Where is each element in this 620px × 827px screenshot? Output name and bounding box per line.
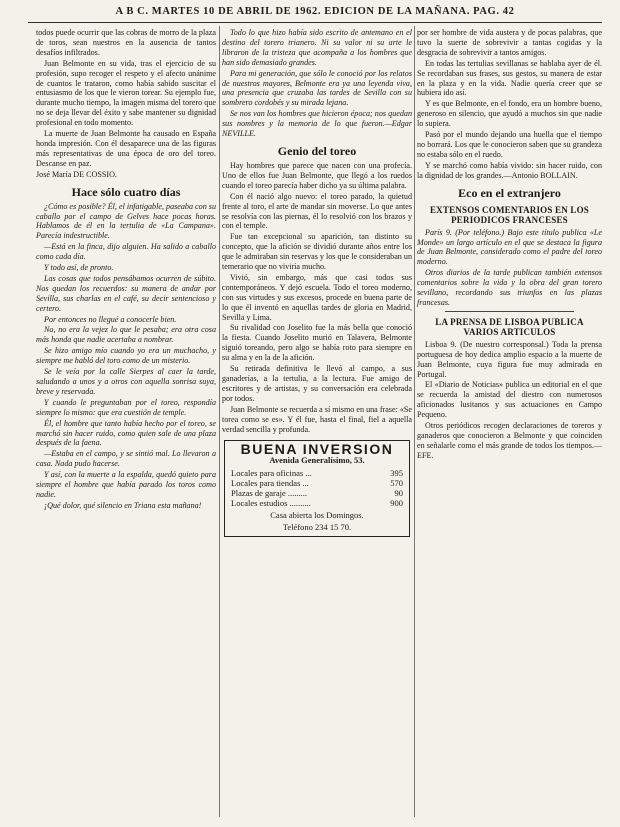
column-1 — [36, 28, 216, 819]
section-heading: Genio del toreo — [277, 143, 357, 158]
column-divider — [414, 26, 415, 817]
ad-phone: Teléfono 234 15 70. — [282, 522, 352, 533]
article-text: Y todo así, de pronto. — [44, 263, 114, 273]
article-text: ¿Cómo es posible? Él, el infatigable, paseaba con su caballo por el campo de Gelves hace pocas horas. Hablamos de él en la tertulia de «La Campana». Parecía indestructible. — [36, 201, 216, 241]
classified-ad — [224, 440, 410, 537]
article-text: ¡Qué dolor, qué silencio en Triana esta mañana! — [44, 500, 202, 510]
ad-row — [231, 468, 403, 478]
ad-title: BUENA INVERSION — [240, 441, 394, 458]
article-text: —Está en la finca, dijo alguien. Ha salido a caballo como cada día. — [36, 242, 216, 262]
article-text: Otros diarios de la tarde publican también extensos comentarios sobre la vida y la obra del gran torero sevillano, recordando sus triunfos en las plazas francesas. — [417, 268, 602, 307]
article-text: El «Diario de Noticias» publica un editorial en el que se recuerda la amistad del diestro con numerosos aficionados lusitanos y sus actuaciones en Campo Pequeno. — [417, 380, 602, 420]
ad-row-value: 90 — [394, 488, 403, 499]
column-2 — [222, 28, 412, 819]
article-text: Se hizo amigo mío cuando yo era un muchacho, y siempre me habló del toro como de un misterio. — [36, 346, 216, 366]
article-text: Su rivalidad con Joselito fue la más bella que conoció la fiesta. Cuando Joselito murió en Talavera, Belmonte siguió toreando, pero algo se había roto para siempre en su alma y en la de la afición. — [222, 323, 412, 363]
article-text: Él, el hombre que tanto había hecho por el toreo, se marchó sin hacer ruido, como quien sale de una plaza después de la faena. — [36, 418, 216, 448]
article-text: todos puede ocurrir que las cobras de morro de la plaza de toros, sean nuestros en la ausencia de tantos desafíos infiltrados. — [36, 28, 216, 57]
article-text: Se nos van los hombres que hicieron época; nos quedan sus nombres y la memoria de lo que fueron.—Edgar NEVILLE. — [222, 109, 412, 139]
article-text: Hay hombres que parece que nacen con una profecía. Uno de ellos fue Juan Belmonte, que llegó a los ruedos cuando el toreo parecía haber dicho ya su última palabra. — [222, 160, 412, 190]
running-header: A B C. MARTES 10 DE ABRIL DE 1962. EDICION DE LA MAÑANA. PAG. 42 — [115, 6, 515, 17]
ad-row-label: Plazas de garaje ......... — [231, 488, 307, 499]
article-text: Las cosas que todos pensábamos ocurren de súbito. Nos quedan los recuerdos: su manera de andar por Sevilla, sus charlas en el café, su decir sentencioso y certero. — [36, 273, 216, 313]
ad-address: Avenida Generalísimo, 53. — [269, 455, 365, 466]
ad-row-value: 570 — [390, 478, 403, 489]
article-text: Se le veía por la calle Sierpes al caer la tarde, saludando a unos y a otros con aquella sonrisa suya, breve y reservada. — [36, 367, 216, 396]
subheading: EXTENSOS COMENTARIOS EN LOS PERIODICOS FRANCESES — [429, 204, 590, 226]
ad-footer: Casa abierta los Domingos. — [270, 510, 364, 521]
article-text: Su retirada definitiva le llevó al campo, a sus ganaderías, a la tertulia, a la lectura. Fue amigo de escritores y de artistas, y su conversación era celebrada por todos. — [222, 364, 412, 403]
article-text: Con él nació algo nuevo: el toreo parado, la quietud frente al toro, el arte de mandar sin moverse. Lo que antes se resolvía con las piernas, él lo resolvió con los brazos y con el temple. — [222, 191, 412, 231]
article-text: Y así, con la muerte a la espalda, quedó quieto para siempre el hombre que había parado los toros como nadie. — [36, 470, 216, 499]
article-text: La muerte de Juan Belmonte ha causado en España honda impresión. Con él desaparece una de las figuras más representativas de una época de oro del toreo. Descanse en paz. — [36, 129, 216, 168]
article-text: Y se marchó como había vivido: sin hacer ruido, con la dignidad de los grandes.—Antonio BOLLAIN. — [417, 160, 602, 180]
ad-row-value: 395 — [390, 468, 403, 479]
article-text: Y es que Belmonte, en el fondo, era un hombre bueno, generoso en silencio, que ayudó a muchos sin que nadie lo supiera. — [417, 99, 602, 129]
author-signature: José María DE COSSIO. — [36, 169, 117, 179]
ad-row — [231, 488, 403, 498]
article-text: Y cuando le preguntaban por el toreo, respondía siempre lo mismo: que era cuestión de temple. — [36, 397, 216, 417]
article-text: Otros periódicos recogen declaraciones de toreros y ganaderos que conocieron a Belmonte y que coinciden en señalarle como el más grande de todos los tiempos.—EFE. — [417, 421, 602, 460]
header-rule — [28, 22, 602, 23]
article-text: Pasó por el mundo dejando una huella que el tiempo no borrará. Los que le conocieron saben que su grandeza no estaba sólo en el ruedo. — [417, 130, 602, 159]
article-text: Lisboa 9. (De nuestro corresponsal.) Toda la prensa portuguesa de hoy dedica amplio espacio a la muerte de Juan Belmonte, cuya figura fue muy admirada en Portugal. — [417, 339, 602, 379]
article-text: En todas las tertulias sevillanas se hablaba ayer de él. Se recordaban sus frases, sus gestos, su manera de estar en la plaza y en la vida. Nadie quería creer que se hubiera ido así. — [417, 58, 602, 98]
article-text: París 9. (Por teléfono.) Bajo este título publica «Le Monde» un largo artículo en el que se destaca la figura de Juan Belmonte, considerado como el padre del toreo moderno. — [417, 227, 602, 267]
article-text: por ser hombre de vida austera y de pocas palabras, que tuvo la suerte de sobrevivir a tantas cogidas y la desgracia de sobrevivir a tantos amigos. — [417, 28, 602, 57]
section-heading: Eco en el extranjero — [458, 185, 561, 200]
ad-row — [231, 478, 403, 488]
article-text: Juan Belmonte en su vida, tras el ejercicio de su profesión, supo recoger el respeto y el afecto unánime de cuantos le trataron, como había sabido suscitar el entusiasmo de los que le vieron torear. Su ejemplo fue, durante mucho tiempo, la imagen misma del torero que no se deja llevar del éxito y sabe mantener su dignidad profesional en todo momento. — [36, 58, 216, 128]
column-divider — [219, 26, 220, 817]
article-text: Fue tan excepcional su aparición, tan distinto su concepto, que la afición se dividió durante años entre los que le admiraban sin reservas y los que le consideraban un temerario que no viviría mucho. — [222, 232, 412, 272]
article-text: Por entonces no llegué a conocerle bien. — [44, 314, 177, 324]
article-text: Juan Belmonte se recuerda a sí mismo en una frase: «Se torea como se es». Y él fue, hasta el final, fiel a aquella verdad sencilla y profunda. — [222, 404, 412, 434]
section-heading: Hace sólo cuatro días — [71, 184, 181, 199]
article-text: Vivió, sin embargo, más que casi todos sus contemporáneos. Y dejó escuela. Todo el toreo moderno, con sus virtudes y sus excesos, procede en buena parte de lo que él inventó en aquellas tardes de gloria en Madrid, Sevilla y Lima. — [222, 272, 412, 322]
column-3 — [417, 28, 602, 819]
article-text: No, no era la vejez lo que le pesaba; era otra cosa más honda que nadie acertaba a nombrar. — [36, 325, 216, 345]
ad-row-label: Locales para oficinas ... — [231, 468, 312, 479]
separator-rule — [445, 311, 575, 312]
subheading: LA PRENSA DE LISBOA PUBLICA VARIOS ARTICULOS — [435, 316, 584, 338]
ad-row-label: Locales para tiendas ... — [231, 478, 309, 489]
article-text: Todo lo que hizo había sido escrito de antemano en el destino del torero trianero. Ni su valor ni su arte le libraron de la tristeza que acompaña a los hombres que han sido demasiado grandes. — [222, 28, 412, 67]
article-text: Para mi generación, que sólo le conoció por los relatos de nuestros mayores, Belmonte era ya una leyenda viva, una presencia que cruzaba las tardes de Sevilla con su sombrero cordobés y su mirada lejana. — [222, 68, 412, 108]
ad-row-value: 900 — [390, 498, 403, 509]
ad-row — [231, 498, 403, 508]
ad-row-label: Locales estudios .......... — [231, 498, 311, 509]
article-text: —Estaba en el campo, y se sintió mal. Lo llevaron a casa. Nada pudo hacerse. — [36, 449, 216, 469]
